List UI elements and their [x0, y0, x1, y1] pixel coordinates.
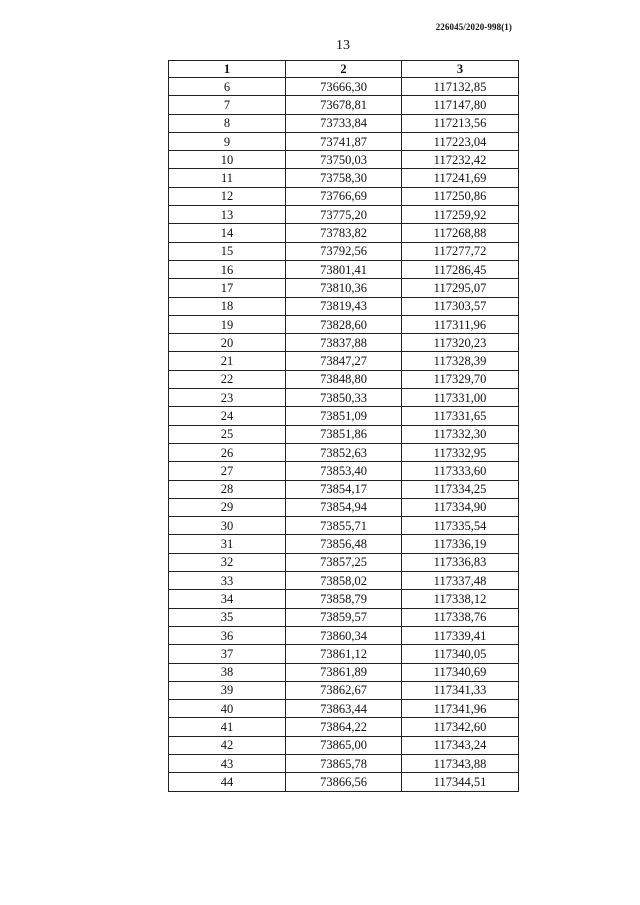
y-coordinate-cell: 117132,85: [402, 78, 519, 96]
x-coordinate-cell: 73678,81: [286, 96, 402, 114]
table-row: [169, 96, 519, 114]
y-coordinate-cell: 117329,70: [402, 370, 519, 388]
table-row: [169, 590, 519, 608]
table-row: [169, 224, 519, 242]
table-row: [169, 187, 519, 205]
table-row: [169, 389, 519, 407]
point-number-cell: 7: [169, 96, 286, 114]
table-row: [169, 663, 519, 681]
y-coordinate-cell: 117333,60: [402, 462, 519, 480]
point-number-cell: 40: [169, 700, 286, 718]
table-row: [169, 572, 519, 590]
point-number-cell: 29: [169, 498, 286, 516]
x-coordinate-cell: 73758,30: [286, 169, 402, 187]
x-coordinate-cell: 73861,12: [286, 645, 402, 663]
column-header-1: 1: [169, 61, 286, 78]
point-number-cell: 15: [169, 242, 286, 260]
table-row: [169, 535, 519, 553]
y-coordinate-cell: 117320,23: [402, 334, 519, 352]
point-number-cell: 31: [169, 535, 286, 553]
y-coordinate-cell: 117223,04: [402, 132, 519, 150]
table-row: [169, 297, 519, 315]
x-coordinate-cell: 73733,84: [286, 114, 402, 132]
y-coordinate-cell: 117344,51: [402, 773, 519, 791]
point-number-cell: 24: [169, 407, 286, 425]
table-row: [169, 279, 519, 297]
y-coordinate-cell: 117286,45: [402, 260, 519, 278]
x-coordinate-cell: 73847,27: [286, 352, 402, 370]
table-row: [169, 718, 519, 736]
table-row: [169, 736, 519, 754]
x-coordinate-cell: 73855,71: [286, 517, 402, 535]
point-number-cell: 39: [169, 681, 286, 699]
point-number-cell: 23: [169, 389, 286, 407]
column-header-3: 3: [402, 61, 519, 78]
table-row: [169, 553, 519, 571]
table-row: [169, 370, 519, 388]
table-row: [169, 132, 519, 150]
header-row: [169, 61, 519, 78]
page-number: 13: [336, 38, 350, 53]
y-coordinate-cell: 117328,39: [402, 352, 519, 370]
point-number-cell: 25: [169, 425, 286, 443]
x-coordinate-cell: 73857,25: [286, 553, 402, 571]
y-coordinate-cell: 117332,95: [402, 443, 519, 461]
x-coordinate-cell: 73666,30: [286, 78, 402, 96]
y-coordinate-cell: 117338,76: [402, 608, 519, 626]
y-coordinate-cell: 117343,24: [402, 736, 519, 754]
point-number-cell: 17: [169, 279, 286, 297]
table-row: [169, 443, 519, 461]
x-coordinate-cell: 73819,43: [286, 297, 402, 315]
x-coordinate-cell: 73865,00: [286, 736, 402, 754]
x-coordinate-cell: 73801,41: [286, 260, 402, 278]
point-number-cell: 37: [169, 645, 286, 663]
y-coordinate-cell: 117311,96: [402, 315, 519, 333]
point-number-cell: 28: [169, 480, 286, 498]
x-coordinate-cell: 73851,86: [286, 425, 402, 443]
table-row: [169, 242, 519, 260]
y-coordinate-cell: 117232,42: [402, 151, 519, 169]
x-coordinate-cell: 73859,57: [286, 608, 402, 626]
y-coordinate-cell: 117341,33: [402, 681, 519, 699]
point-number-cell: 42: [169, 736, 286, 754]
table-row: [169, 151, 519, 169]
table-row: [169, 352, 519, 370]
point-number-cell: 16: [169, 260, 286, 278]
x-coordinate-cell: 73858,02: [286, 572, 402, 590]
point-number-cell: 41: [169, 718, 286, 736]
table-row: [169, 315, 519, 333]
y-coordinate-cell: 117340,05: [402, 645, 519, 663]
x-coordinate-cell: 73837,88: [286, 334, 402, 352]
x-coordinate-cell: 73850,33: [286, 389, 402, 407]
table-row: [169, 407, 519, 425]
point-number-cell: 9: [169, 132, 286, 150]
y-coordinate-cell: 117303,57: [402, 297, 519, 315]
x-coordinate-cell: 73810,36: [286, 279, 402, 297]
point-number-cell: 44: [169, 773, 286, 791]
point-number-cell: 30: [169, 517, 286, 535]
document-code: 226045/2020-998(1): [435, 22, 512, 32]
table-row: [169, 645, 519, 663]
table-body: [169, 78, 519, 792]
x-coordinate-cell: 73854,17: [286, 480, 402, 498]
x-coordinate-cell: 73864,22: [286, 718, 402, 736]
table-header: [169, 61, 519, 78]
point-number-cell: 36: [169, 626, 286, 644]
x-coordinate-cell: 73854,94: [286, 498, 402, 516]
x-coordinate-cell: 73861,89: [286, 663, 402, 681]
y-coordinate-cell: 117295,07: [402, 279, 519, 297]
table-row: [169, 480, 519, 498]
y-coordinate-cell: 117339,41: [402, 626, 519, 644]
x-coordinate-cell: 73865,78: [286, 754, 402, 772]
y-coordinate-cell: 117268,88: [402, 224, 519, 242]
x-coordinate-cell: 73863,44: [286, 700, 402, 718]
x-coordinate-cell: 73860,34: [286, 626, 402, 644]
y-coordinate-cell: 117337,48: [402, 572, 519, 590]
point-number-cell: 27: [169, 462, 286, 480]
x-coordinate-cell: 73853,40: [286, 462, 402, 480]
x-coordinate-cell: 73775,20: [286, 206, 402, 224]
x-coordinate-cell: 73792,56: [286, 242, 402, 260]
x-coordinate-cell: 73828,60: [286, 315, 402, 333]
table-row: [169, 78, 519, 96]
point-number-cell: 12: [169, 187, 286, 205]
x-coordinate-cell: 73862,67: [286, 681, 402, 699]
point-number-cell: 21: [169, 352, 286, 370]
table-row: [169, 626, 519, 644]
y-coordinate-cell: 117331,65: [402, 407, 519, 425]
table-row: [169, 114, 519, 132]
table-row: [169, 754, 519, 772]
x-coordinate-cell: 73766,69: [286, 187, 402, 205]
table-row: [169, 700, 519, 718]
y-coordinate-cell: 117338,12: [402, 590, 519, 608]
table-row: [169, 334, 519, 352]
table-row: [169, 462, 519, 480]
y-coordinate-cell: 117342,60: [402, 718, 519, 736]
y-coordinate-cell: 117147,80: [402, 96, 519, 114]
y-coordinate-cell: 117334,90: [402, 498, 519, 516]
y-coordinate-cell: 117334,25: [402, 480, 519, 498]
table-row: [169, 206, 519, 224]
y-coordinate-cell: 117340,69: [402, 663, 519, 681]
point-number-cell: 10: [169, 151, 286, 169]
table-row: [169, 425, 519, 443]
point-number-cell: 6: [169, 78, 286, 96]
point-number-cell: 38: [169, 663, 286, 681]
point-number-cell: 32: [169, 553, 286, 571]
x-coordinate-cell: 73852,63: [286, 443, 402, 461]
x-coordinate-cell: 73741,87: [286, 132, 402, 150]
y-coordinate-cell: 117241,69: [402, 169, 519, 187]
y-coordinate-cell: 117277,72: [402, 242, 519, 260]
x-coordinate-cell: 73750,03: [286, 151, 402, 169]
x-coordinate-cell: 73866,56: [286, 773, 402, 791]
y-coordinate-cell: 117335,54: [402, 517, 519, 535]
table-row: [169, 169, 519, 187]
point-number-cell: 20: [169, 334, 286, 352]
y-coordinate-cell: 117332,30: [402, 425, 519, 443]
point-number-cell: 33: [169, 572, 286, 590]
point-number-cell: 8: [169, 114, 286, 132]
table-row: [169, 773, 519, 791]
table-row: [169, 517, 519, 535]
point-number-cell: 19: [169, 315, 286, 333]
point-number-cell: 14: [169, 224, 286, 242]
x-coordinate-cell: 73783,82: [286, 224, 402, 242]
table-row: [169, 260, 519, 278]
y-coordinate-cell: 117331,00: [402, 389, 519, 407]
point-number-cell: 34: [169, 590, 286, 608]
y-coordinate-cell: 117259,92: [402, 206, 519, 224]
coordinates-table: [168, 60, 519, 792]
x-coordinate-cell: 73858,79: [286, 590, 402, 608]
y-coordinate-cell: 117336,83: [402, 553, 519, 571]
x-coordinate-cell: 73856,48: [286, 535, 402, 553]
y-coordinate-cell: 117213,56: [402, 114, 519, 132]
point-number-cell: 11: [169, 169, 286, 187]
point-number-cell: 22: [169, 370, 286, 388]
x-coordinate-cell: 73851,09: [286, 407, 402, 425]
table-row: [169, 608, 519, 626]
x-coordinate-cell: 73848,80: [286, 370, 402, 388]
point-number-cell: 43: [169, 754, 286, 772]
point-number-cell: 35: [169, 608, 286, 626]
y-coordinate-cell: 117336,19: [402, 535, 519, 553]
y-coordinate-cell: 117343,88: [402, 754, 519, 772]
y-coordinate-cell: 117341,96: [402, 700, 519, 718]
point-number-cell: 18: [169, 297, 286, 315]
table-row: [169, 681, 519, 699]
column-header-2: 2: [286, 61, 402, 78]
table-row: [169, 498, 519, 516]
point-number-cell: 13: [169, 206, 286, 224]
point-number-cell: 26: [169, 443, 286, 461]
y-coordinate-cell: 117250,86: [402, 187, 519, 205]
